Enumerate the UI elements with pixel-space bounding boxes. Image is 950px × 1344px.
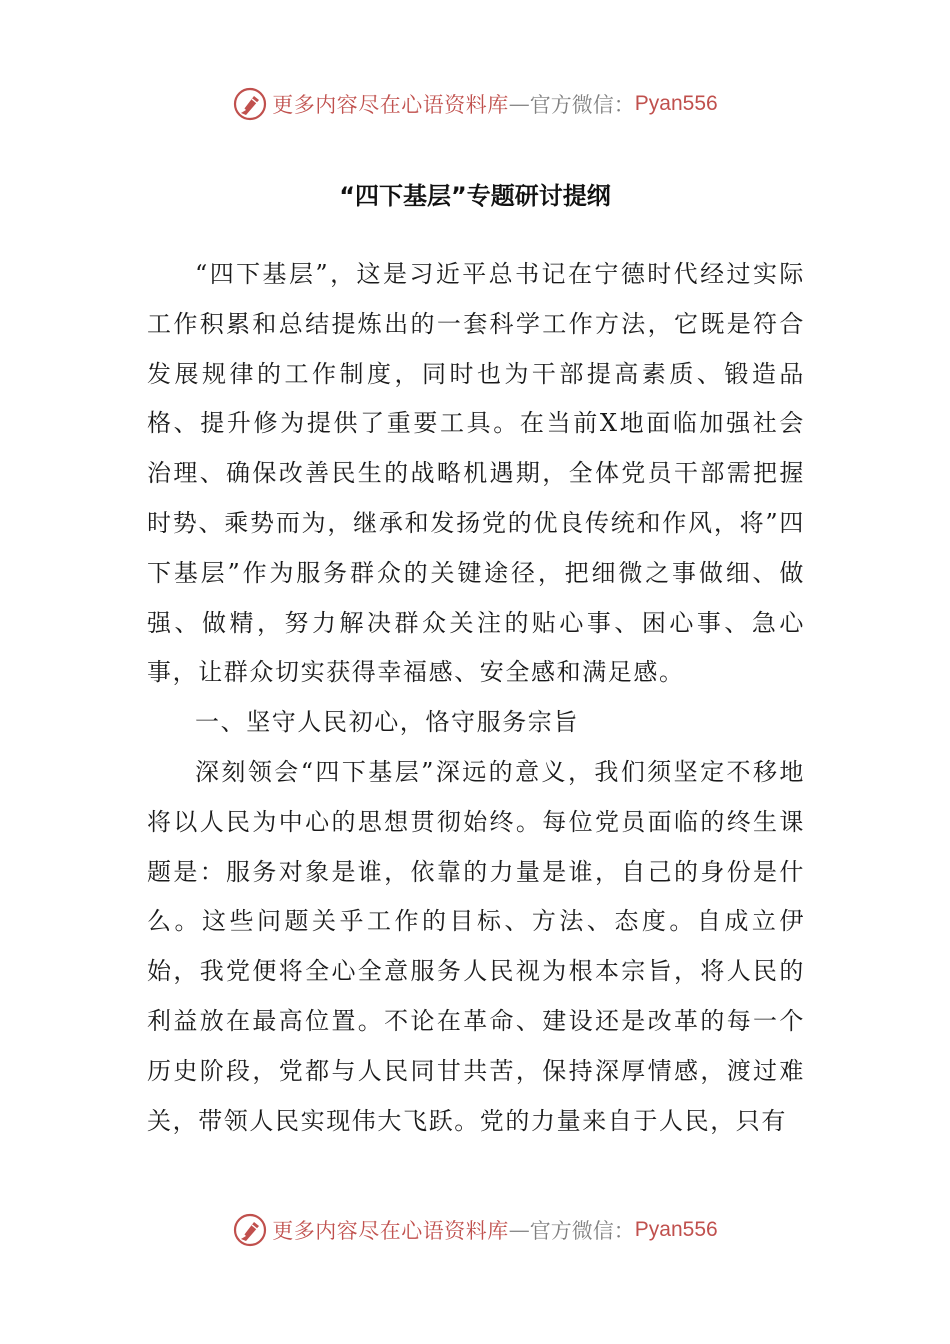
document-body: [147, 250, 805, 1146]
pen-nib-logo-icon: [232, 86, 268, 122]
body-paragraph: 深刻领会“四下基层”深远的意义，我们须坚定不移地将以人民为中心的思想贯彻始终。每位党员面临的终生课题是：服务对象是谁，依靠的力量是谁，自己的身份是什么。这些问题关乎工作的目标、方法、态度。自成立伊始，我党便将全心全意服务人民视为根本宗旨，将人民的利益放在最高位置。不论在革命、建设还是改革的每一个历史阶段，党都与人民同甘共苦，保持深厚情感，渡过难关，带领人民实现伟大飞跃。党的力量来自于人民，只有: [147, 757, 805, 1135]
banner-separator: —: [508, 1218, 530, 1242]
document-title: “四下基层”专题研讨提纲: [339, 182, 611, 210]
banner-brand-text: 更多内容尽在心语资料库: [272, 1219, 509, 1243]
header-watermark-banner: [0, 84, 950, 124]
banner-brand-text: 更多内容尽在心语资料库: [272, 93, 509, 117]
banner-contact-id: Pyan556: [634, 1218, 718, 1241]
footer-watermark-banner: [0, 1210, 950, 1250]
intro-paragraph: “四下基层”，这是习近平总书记在宁德时代经过实际工作积累和总结提炼出的一套科学工作方法，它既是符合发展规律的工作制度，同时也为干部提高素质、锻造品格、提升修为提供了重要工具。在当前X地面临加强社会治理、确保改善民生的战略机遇期，全体党员干部需把握时势、乘势而为，继承和发扬党的优良传统和作风，将”四下基层”作为服务群众的关键途径，把细微之事做细、做强、做精，努力解决群众关注的贴心事、困心事、急心事，让群众切实获得幸福感、安全感和满足感。: [147, 260, 805, 687]
section-heading-1: 一、坚守人民初心，恪守服务宗旨: [195, 708, 579, 737]
banner-contact-id: Pyan556: [634, 92, 718, 115]
banner-contact-label: 官方微信：: [529, 93, 635, 117]
pen-nib-logo-icon: [232, 1212, 268, 1248]
banner-separator: —: [508, 92, 530, 116]
banner-contact-label: 官方微信：: [529, 1219, 635, 1243]
